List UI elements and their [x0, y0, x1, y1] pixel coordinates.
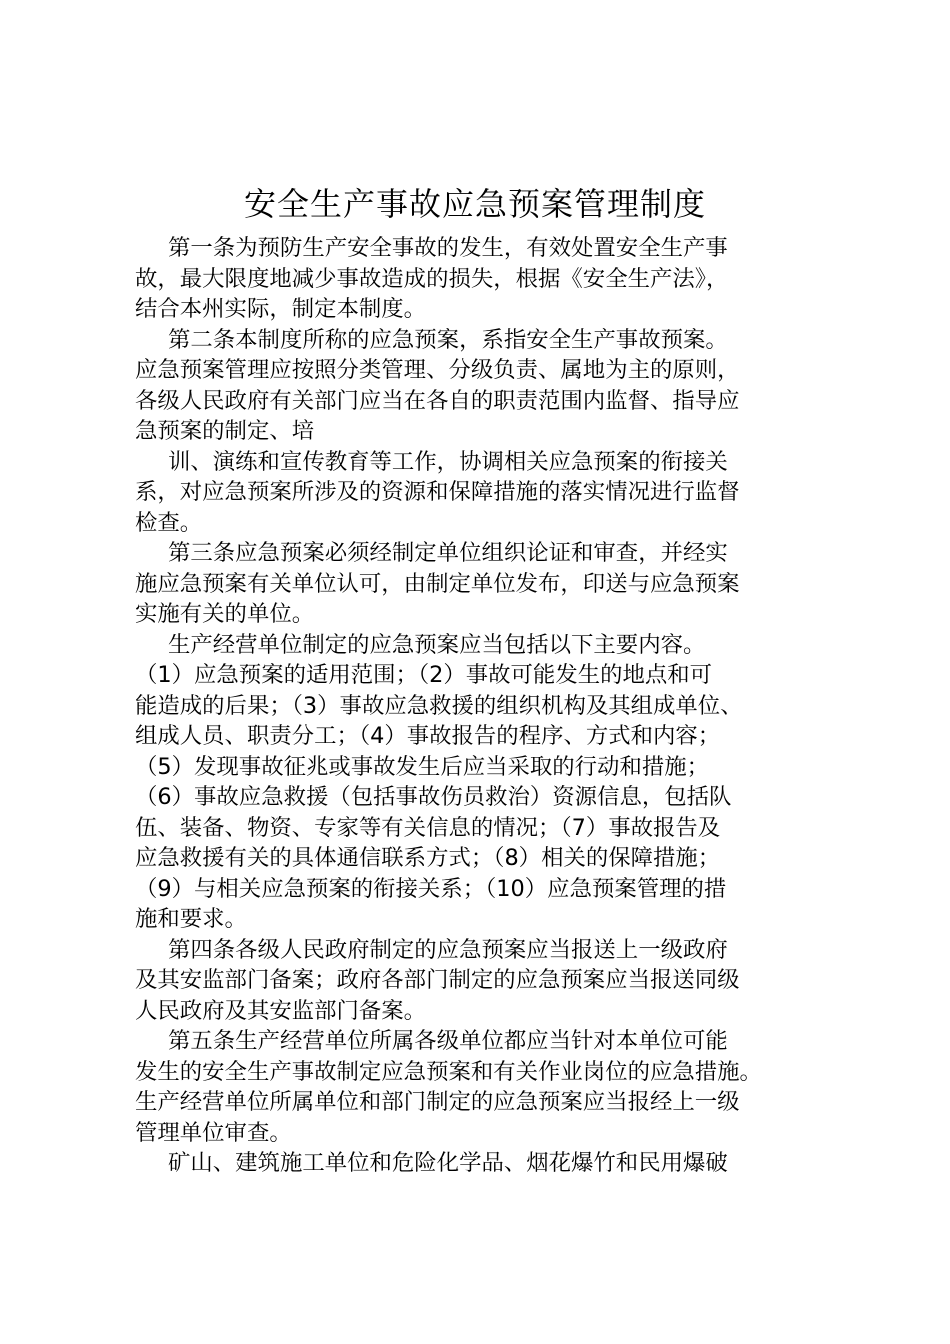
document-title: 安全生产事故应急预案管理制度	[243, 185, 706, 223]
body-line: 第一条为预防生产安全事故的发生，有效处置安全生产事	[168, 235, 728, 261]
body-line: （9）与相关应急预案的衔接关系；（10）应急预案管理的措	[135, 875, 727, 902]
body-line: 人民政府及其安监部门备案。	[135, 997, 427, 1024]
body-line: 训、演练和宣传教育等工作，协调相关应急预案的衔接关	[168, 448, 728, 475]
body-line: 矿山、建筑施工单位和危险化学品、烟花爆竹和民用爆破	[168, 1150, 728, 1176]
body-line: 伍、装备、物资、专家等有关信息的情况；（7）事故报告及	[135, 814, 721, 841]
body-line: （1）应急预案的适用范围；（2）事故可能发生的地点和可	[135, 662, 713, 688]
body-line: 实施有关的单位。	[135, 601, 315, 627]
body-line: 应急救援有关的具体通信联系方式；（8）相关的保障措施；	[135, 845, 721, 871]
body-line: 各级人民政府有关部门应当在各自的职责范围内监督、指导应	[135, 387, 740, 414]
document-body	[135, 233, 855, 1179]
body-line: 发生的安全生产事故制定应急预案和有关作业岗位的应急措施。	[135, 1058, 762, 1085]
body-line: 应急预案管理应按照分类管理、分级负责、属地为主的原则，	[135, 357, 740, 383]
body-line: 故，最大限度地减少事故造成的损失，根据《安全生产法》，	[135, 265, 729, 292]
body-line: 生产经营单位制定的应急预案应当包括以下主要内容。	[168, 631, 706, 658]
body-line: 第四条各级人民政府制定的应急预案应当报送上一级政府	[168, 936, 728, 963]
body-line: （5）发现事故征兆或事故发生后应当采取的行动和措施；	[135, 753, 710, 780]
body-line: 结合本州实际，制定本制度。	[135, 296, 427, 322]
body-line: 系，对应急预案所涉及的资源和保障措施的落实情况进行监督	[135, 479, 740, 505]
body-line: 第三条应急预案必须经制定单位组织论证和审查，并经实	[168, 540, 728, 566]
body-line: （6）事故应急救援（包括事故伤员救治）资源信息，包括队	[135, 784, 732, 810]
body-line: 能造成的后果；（3）事故应急救援的组织机构及其组成单位、	[135, 692, 743, 719]
body-line: 急预案的制定、培	[135, 418, 315, 444]
body-line: 第五条生产经营单位所属各级单位都应当针对本单位可能	[168, 1028, 728, 1054]
body-line: 管理单位审查。	[135, 1119, 292, 1146]
body-line: 施应急预案有关单位认可，由制定单位发布，印送与应急预案	[135, 570, 740, 597]
body-line: 组成人员、职责分工；（4）事故报告的程序、方式和内容；	[135, 723, 721, 749]
body-line: 第二条本制度所称的应急预案，系指安全生产事故预案。	[168, 326, 728, 353]
body-line: 检查。	[135, 509, 203, 536]
body-line: 施和要求。	[135, 906, 247, 932]
body-line: 及其安监部门备案；政府各部门制定的应急预案应当报送同级	[135, 967, 740, 993]
body-line: 生产经营单位所属单位和部门制定的应急预案应当报经上一级	[135, 1089, 740, 1115]
